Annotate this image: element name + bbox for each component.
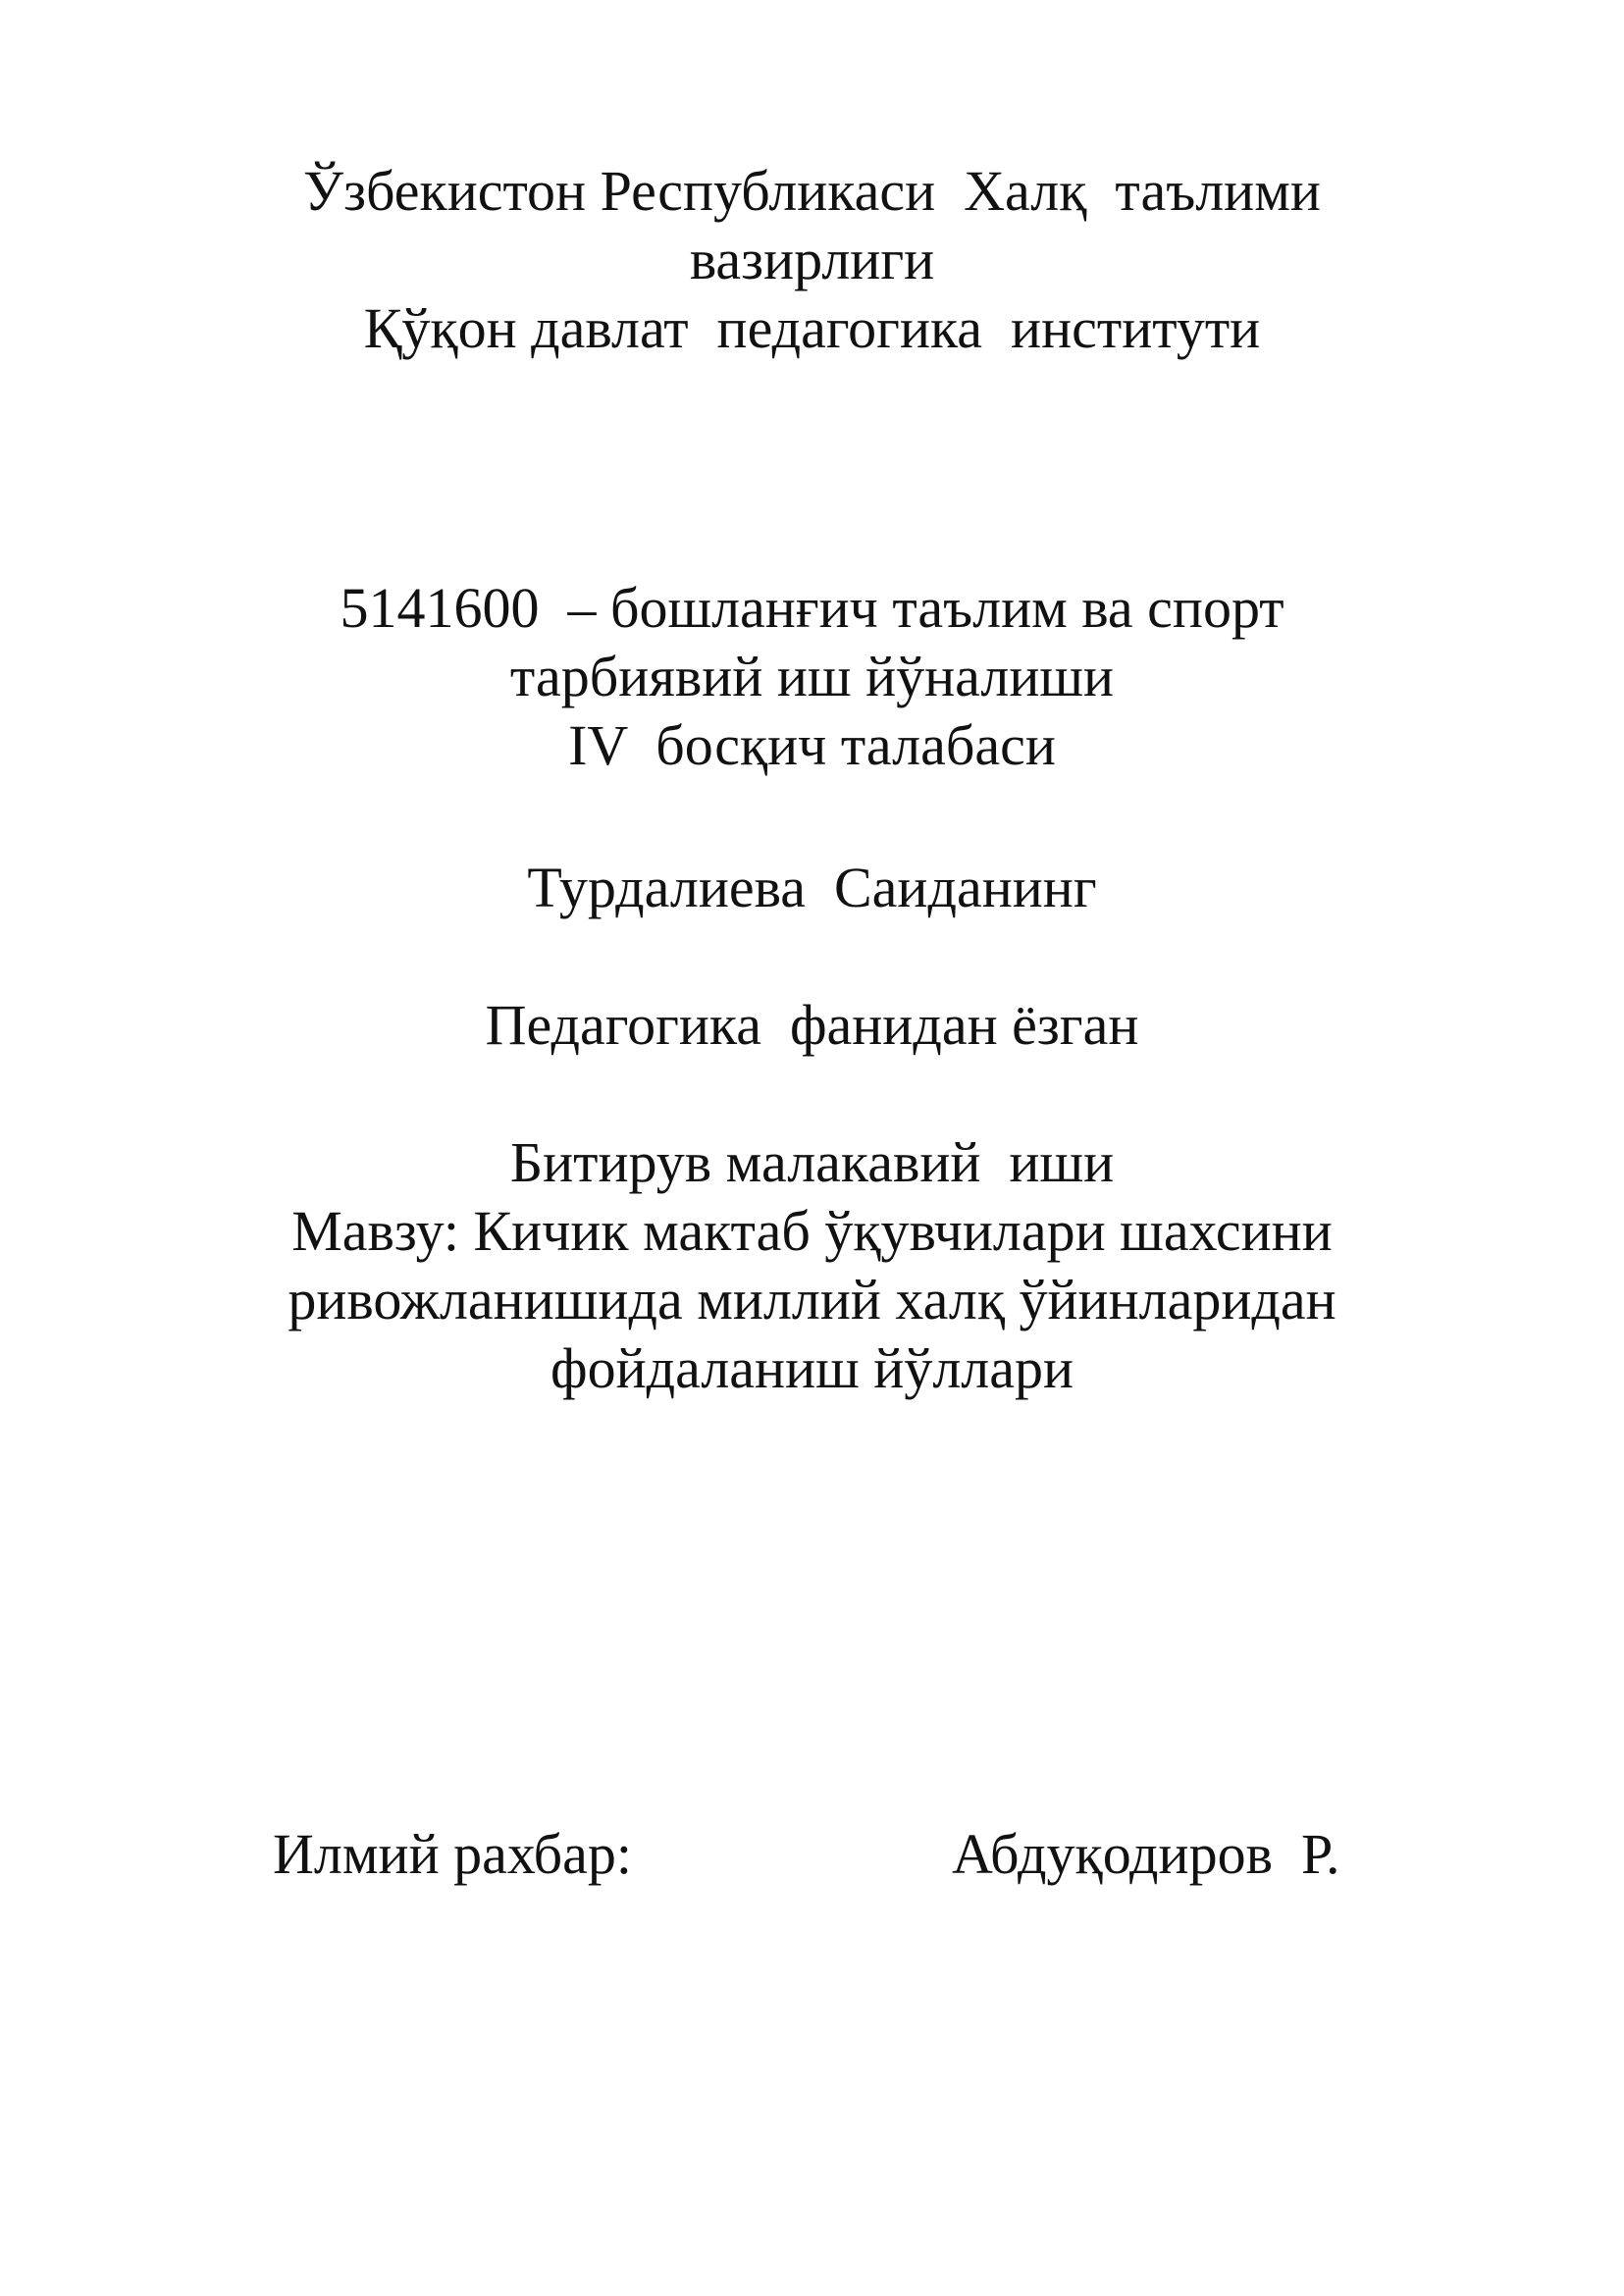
ministry-title-line-2: вазирлиги (689, 228, 935, 291)
thesis-topic-line-1: Мавзу: Кичик мактаб ўқувчилари шахсини (291, 1199, 1333, 1263)
subject-line: Педагогика фанидан ёзган (485, 993, 1139, 1057)
supervisor-name: Абдуқодиров Р. (952, 1822, 1340, 1886)
thesis-type: Битирув малакавий иши (509, 1130, 1115, 1194)
program-line-1: 5141600 – бошланғич таълим ва спорт (340, 576, 1284, 640)
thesis-topic-line-2: ривожланишида миллий халқ ўйинларидан (288, 1268, 1336, 1331)
thesis-topic-line-3: фойдаланиш йўллари (550, 1336, 1074, 1400)
student-name: Турдалиева Саиданинг (527, 856, 1097, 919)
institute-title: Қўқон давлат педагогика институти (363, 296, 1261, 360)
program-line-2: тарбиявий иш йўналиши (509, 645, 1115, 708)
student-level: IV босқич талабаси (568, 713, 1056, 777)
supervisor-label: Илмий рахбар: (273, 1822, 633, 1886)
ministry-title-line-1: Ўзбекистон Республикаси Халқ таълими (303, 159, 1321, 223)
